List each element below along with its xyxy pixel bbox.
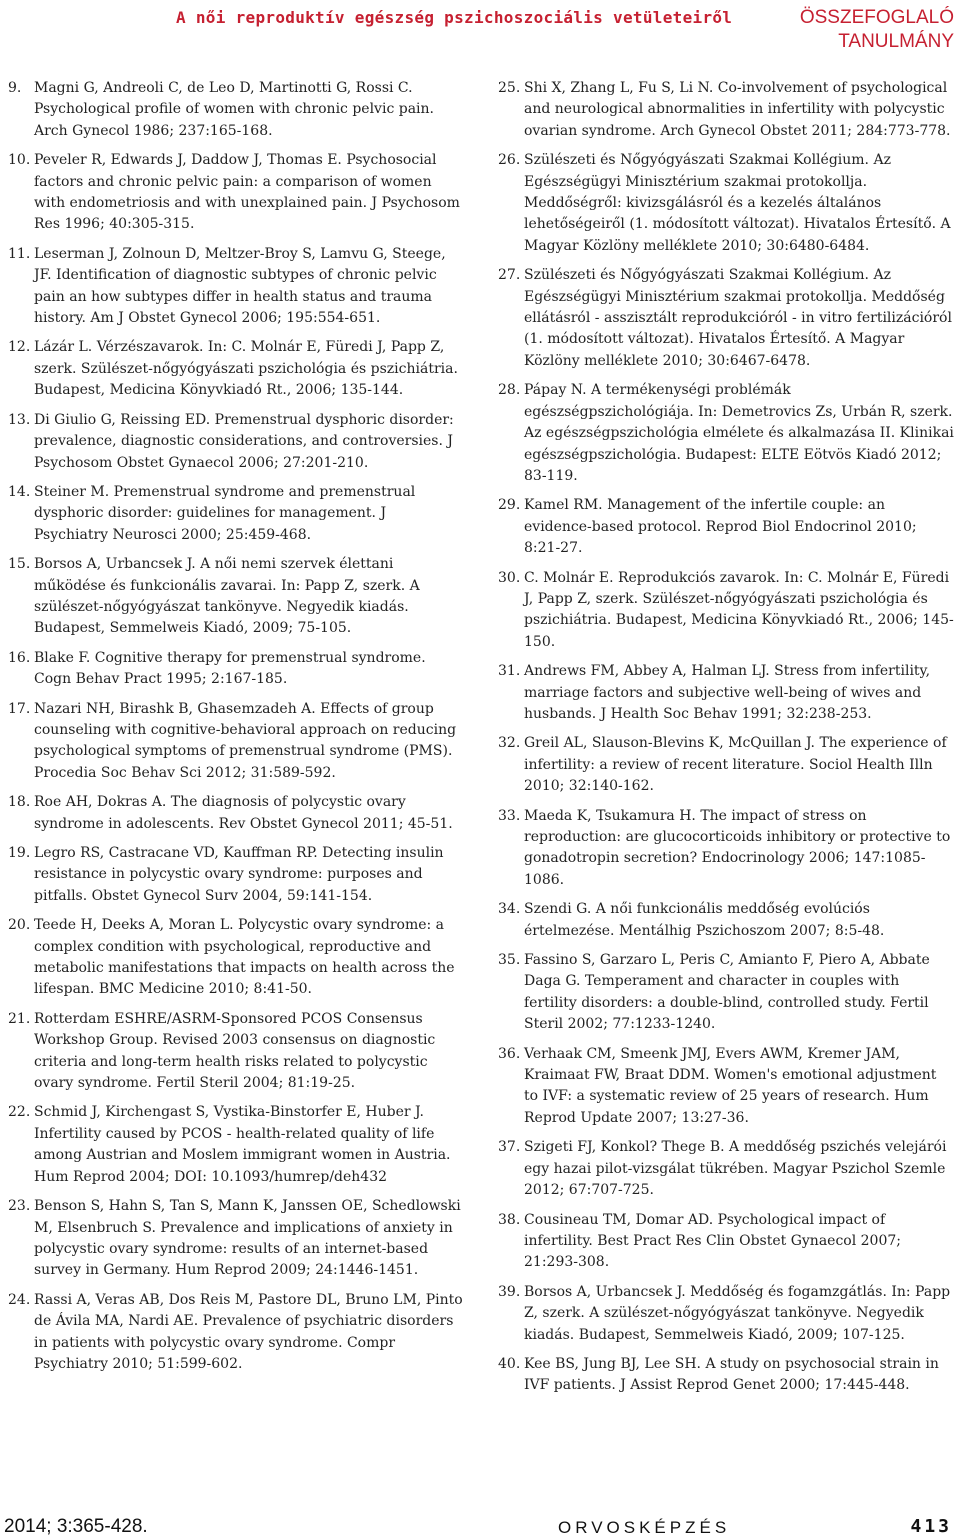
reference-number: 26.	[498, 152, 521, 169]
reference-item	[498, 78, 954, 142]
reference-number: 19.	[8, 845, 31, 861]
reference-number: 9.	[8, 80, 22, 96]
reference-text: Kamel RM. Management of the infertile couple: an evidence-based protocol. Reprod Biol Endocrinol 2010; 8:21-27.	[524, 497, 917, 557]
reference-number: 25.	[498, 80, 521, 96]
reference-item	[8, 337, 464, 401]
page-number: 413	[910, 1516, 952, 1537]
reference-text: Borsos A, Urbancsek J. A női nemi szervek élettani működése és funkcionális zavarai. In: Papp Z, szerk. A szülészet-nőgyógyászat tankönyve. Negyedik kiadás. Budapest, Semmelweis Kiadó, 2009; 75-105.	[34, 556, 420, 637]
reference-item	[498, 568, 954, 654]
reference-number: 20.	[8, 917, 31, 934]
reference-text: C. Molnár E. Reprodukciós zavarok. In: C. Molnár E, Füredi J, Papp Z, szerk. Szülészet-nőgyógyászati pszichológia és pszichiátria. Budapest, Medicina Könyvkiadó Rt., 2006; 145-150.	[524, 569, 954, 650]
reference-number: 35.	[498, 952, 521, 969]
reference-number: 31.	[498, 663, 521, 680]
reference-item	[8, 1290, 464, 1376]
reference-text: Andrews FM, Abbey A, Halman LJ. Stress from infertility, marriage factors and subjective well-being of wives and husbands. J Health Soc Behav 1991; 32:238-253.	[524, 663, 931, 722]
reference-text: Blake F. Cognitive therapy for premenstrual syndrome. Cogn Behav Pract 1995; 2:167-185.	[34, 649, 426, 688]
section-label: ÖSSZEFOGLALÓ TANULMÁNY	[799, 7, 954, 52]
reference-text: Kee BS, Jung BJ, Lee SH. A study on psychosocial strain in IVF patients. J Assist Reprod Genet 2000; 17:445-448.	[524, 1355, 939, 1394]
reference-item	[498, 265, 954, 372]
reference-text: Teede H, Deeks A, Moran L. Polycystic ovary syndrome: a complex condition with psychological, reproductive and metabolic manifestations that impacts on health across the lifespan. BMC Medicine 2010; 8:41-50.	[34, 917, 455, 998]
reference-item	[8, 482, 464, 546]
reference-number: 13.	[8, 411, 31, 428]
reference-number: 40.	[498, 1355, 521, 1372]
reference-text: Nazari NH, Birashk B, Ghasemzadeh A. Effects of group counseling with cognitive-behavioral approach on reducing psychological symptoms of premenstrual syndrome (PMS). Procedia Soc Behav Sci 2012; 31:589-592.	[34, 700, 457, 781]
reference-text: Steiner M. Premenstrual syndrome and premenstrual dysphoric disorder: guidelines for management. J Psychiatry Neurosci 2000; 25:459-468.	[34, 483, 416, 543]
reference-text: Peveler R, Edwards J, Daddow J, Thomas E. Psychosocial factors and chronic pelvic pain: a comparison of women with endometriosis and with unexplained pain. J Psychosom Res 1996; 40:305-315.	[34, 152, 460, 233]
reference-text: Schmid J, Kirchengast S, Vystika-Binstorfer E, Huber J. Infertility caused by PCOS - health-related quality of life among Austrian and Moslem immigrant women in Austria. Hum Reprod 2004; DOI: 10.1093/humrep/deh432	[34, 1104, 451, 1185]
reference-text: Greil AL, Slauson-Blevins K, McQuillan J. The experience of infertility: a review of recent literature. Sociol Health Illn 2010; 32:140-162.	[524, 735, 947, 795]
reference-item	[8, 915, 464, 1001]
reference-number: 38.	[498, 1211, 521, 1228]
reference-number: 21.	[8, 1010, 31, 1027]
reference-item	[498, 1354, 954, 1397]
reference-number: 36.	[498, 1045, 521, 1062]
reference-number: 15.	[8, 556, 31, 573]
footer-citation: 2014; 3:365-428.	[4, 1516, 148, 1537]
reference-item	[498, 1282, 954, 1346]
reference-item	[8, 1196, 464, 1282]
reference-text: Roe AH, Dokras A. The diagnosis of polycystic ovary syndrome in adolescents. Rev Obstet Gynecol 2011; 45-51.	[34, 794, 453, 832]
reference-number: 29.	[498, 497, 521, 514]
reference-item	[498, 1137, 954, 1201]
reference-item	[8, 150, 464, 236]
reference-text: Szendi G. A női funkcionális meddőség evolúciós értelmezése. Mentálhig Pszichoszom 2007; 8:5-48.	[524, 901, 885, 939]
references-left-column	[8, 78, 464, 1383]
reference-number: 12.	[8, 339, 31, 356]
reference-text: Borsos A, Urbancsek J. Meddőség és fogamzgátlás. In: Papp Z, szerk. A szülészet-nőgyógyászat tankönyve. Negyedik kiadás. Budapest, Semmelweis Kiadó, 2009; 107-125.	[524, 1283, 951, 1343]
reference-text: Rotterdam ESHRE/ASRM-Sponsored PCOS Consensus Workshop Group. Revised 2003 consensus on diagnostic criteria and long-term health risks related to polycystic ovary syndrome. Fertil Steril 2004; 81:19-25.	[34, 1010, 436, 1092]
reference-text: Szigeti FJ, Konkol? Thege B. A meddőség pszichés velejárói egy hazai pilot-vizsgálat tükrében. Magyar Pszichol Szemle 2012; 67:707-725.	[524, 1139, 947, 1199]
reference-text: Verhaak CM, Smeenk JMJ, Evers AWM, Kremer JAM, Kraimaat FW, Braat DDM. Women's emotional adjustment to IVF: a systematic review of 25 years of research. Hum Reprod Update 2007; 13:27-36.	[524, 1045, 937, 1126]
reference-number: 18.	[8, 794, 31, 811]
reference-number: 33.	[498, 807, 521, 824]
reference-number: 17.	[8, 700, 31, 717]
reference-item	[8, 554, 464, 640]
reference-text: Magni G, Andreoli C, de Leo D, Martinotti G, Rossi C. Psychological profile of women with chronic pelvic pain. Arch Gynecol 1986; 237:165-168.	[34, 80, 434, 139]
reference-item	[498, 1210, 954, 1274]
reference-item	[8, 1009, 464, 1095]
reference-item	[498, 899, 954, 942]
reference-item	[8, 843, 464, 907]
reference-text: Maeda K, Tsukamura H. The impact of stress on reproduction: are glucocorticoids inhibitory or protective to gonadotropin secretion? Endocrinology 2006; 147:1085-1086.	[524, 807, 951, 888]
reference-text: Leserman J, Zolnoun D, Meltzer-Broy S, Lamvu G, Steege, JF. Identification of diagnostic subtypes of chronic pelvic pain an how subtypes differ in health status and trauma history. Am J Obstet Gynecol 2006; 195:554-651.	[34, 245, 446, 327]
reference-text: Pápay N. A termékenységi problémák egészségpszichológiája. In: Demetrovics Zs, Urbán R, szerk. Az egészségpszichológia elmélete és alkalmazása II. Klinikai egészségpszichológia. Budapest: ELTE Eötvös Kiadó 2012; 83-119.	[524, 382, 954, 484]
running-title: A női reproduktív egészség pszichoszociális vetületeiről	[176, 8, 733, 27]
reference-item	[498, 495, 954, 559]
reference-item	[8, 648, 464, 691]
reference-item	[498, 150, 954, 257]
reference-text: Benson S, Hahn S, Tan S, Mann K, Janssen OE, Schedlowski M, Elsenbruch S. Prevalence and implications of anxiety in polycystic ovary syndrome: results of an internet-based survey in Germany. Hum Reprod 2009; 24:1446-1451.	[34, 1198, 461, 1279]
reference-text: Fassino S, Garzaro L, Peris C, Amianto F, Piero A, Abbate Daga G. Temperament and character in couples with fertility disorders: a double-blind, controlled study. Fertil Steril 2002; 77:1233-1240.	[524, 952, 930, 1033]
reference-number: 24.	[8, 1291, 31, 1308]
reference-number: 10.	[8, 152, 31, 169]
reference-text: Legro RS, Castracane VD, Kauffman RP. Detecting insulin resistance in polycystic ovary syndrome: purposes and pitfalls. Obstet Gynecol Surv 2004, 59:141-154.	[34, 845, 444, 904]
reference-number: 34.	[498, 901, 521, 918]
reference-item	[8, 1102, 464, 1188]
reference-item	[498, 806, 954, 892]
reference-number: 16.	[8, 649, 31, 666]
reference-number: 30.	[498, 569, 521, 586]
reference-number: 23.	[8, 1198, 31, 1215]
footer-journal-name: ORVOSKÉPZÉS	[558, 1518, 731, 1537]
reference-number: 32.	[498, 735, 521, 752]
reference-number: 39.	[498, 1283, 521, 1300]
reference-number: 37.	[498, 1139, 521, 1156]
reference-item	[498, 733, 954, 797]
reference-number: 11.	[8, 245, 31, 262]
reference-number: 27.	[498, 267, 521, 284]
reference-text: Di Giulio G, Reissing ED. Premenstrual dysphoric disorder: prevalence, diagnostic considerations, and controversies. J Psychosom Obstet Gynaecol 2006; 27:201-210.	[34, 411, 454, 471]
reference-text: Cousineau TM, Domar AD. Psychological impact of infertility. Best Pract Res Clin Obstet Gynaecol 2007; 21:293-308.	[524, 1211, 901, 1271]
reference-item	[8, 699, 464, 785]
reference-text: Lázár L. Vérzészavarok. In: C. Molnár E, Füredi J, Papp Z, szerk. Szülészet-nőgyógyászati pszichológia és pszichiátria. Budapest, Medicina Könyvkiadó Rt., 2006; 135-144.	[34, 339, 458, 399]
reference-text: Szülészeti és Nőgyógyászati Szakmai Kollégium. Az Egészségügyi Minisztérium szakmai protokollja. Meddőség ellátásról - asszisztált reprodukcióról - in vitro fertilizációról (1. módosított változat). Hivatalos Értesítő. A Magyar Közlöny melléklete 2010; 30:6467-6478.	[524, 267, 952, 369]
reference-number: 28.	[498, 382, 521, 399]
reference-text: Szülészeti és Nőgyógyászati Szakmai Kollégium. Az Egészségügyi Minisztérium szakmai protokollja. Meddőségről: kivizsgálásról és a kezelés általános lehetőségeiről (1. módosított változat). Hivatalos Értesítő. A Magyar Közlöny melléklete 2010; 30:6480-6484.	[524, 152, 951, 254]
page-header	[0, 0, 960, 60]
reference-item	[8, 78, 464, 142]
reference-text: Rassi A, Veras AB, Dos Reis M, Pastore DL, Bruno LM, Pinto de Ávila MA, Nardi AE. Prevalence of psychiatric disorders in patients with polycystic ovary syndrome. Compr Psychiatry 2010; 51:599-602.	[34, 1291, 463, 1372]
reference-item	[8, 244, 464, 330]
reference-number: 14.	[8, 483, 31, 500]
references-right-column	[498, 78, 954, 1405]
reference-item	[498, 950, 954, 1036]
reference-text: Shi X, Zhang L, Fu S, Li N. Co-involvement of psychological and neurological abnormalities in infertility with polycystic ovarian syndrome. Arch Gynecol Obstet 2011; 284:773-778.	[524, 80, 951, 139]
reference-item	[498, 661, 954, 725]
reference-item	[8, 410, 464, 474]
reference-item	[498, 380, 954, 487]
reference-item	[498, 1044, 954, 1130]
reference-number: 22.	[8, 1104, 31, 1121]
reference-item	[8, 792, 464, 835]
